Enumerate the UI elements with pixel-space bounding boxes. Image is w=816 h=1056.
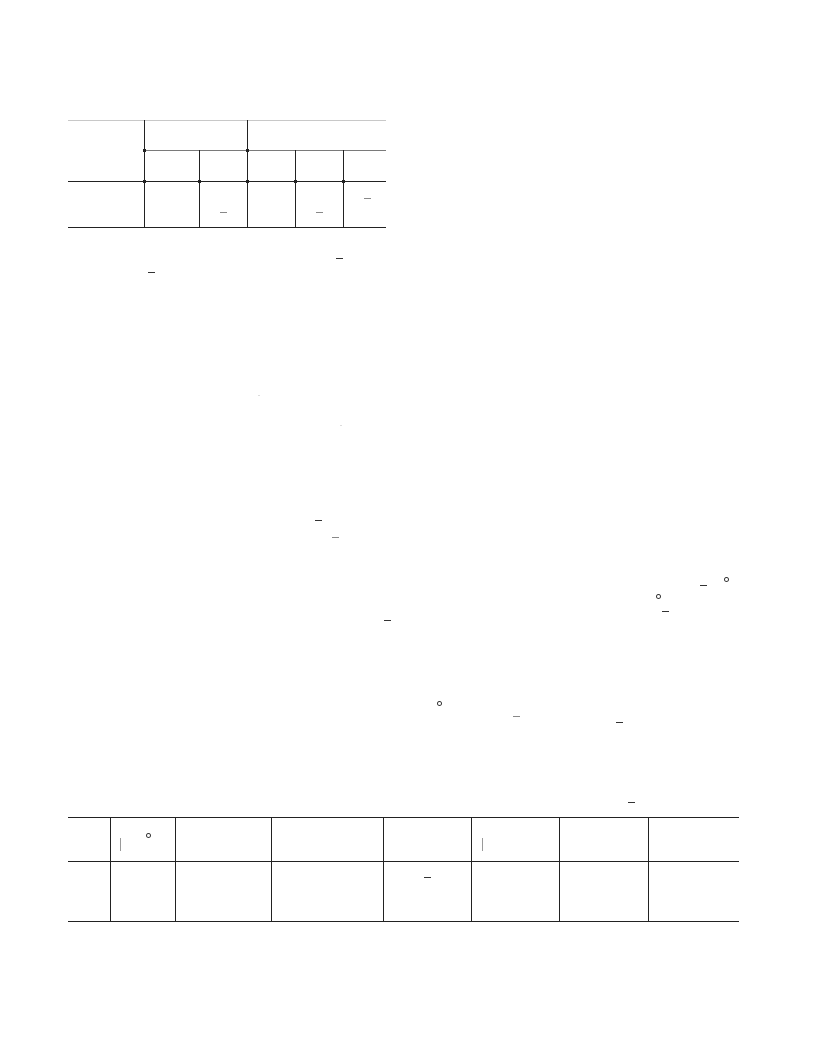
header-mark: [120, 838, 121, 851]
text-mark: [315, 520, 322, 521]
degree-mark: [724, 577, 729, 582]
text-mark: [336, 258, 343, 259]
text-mark: [340, 425, 342, 426]
table-top-col-divider: [199, 150, 200, 227]
table-bottom-rule-top: [68, 817, 739, 818]
table-bottom-col-divider: [175, 817, 176, 921]
table-top-col-divider: [343, 150, 344, 227]
text-mark: [616, 722, 623, 723]
table-top-col-divider: [295, 150, 296, 227]
table-top-rule-top: [68, 120, 386, 121]
text-mark: [258, 395, 260, 396]
text-mark: [148, 272, 155, 273]
table-top-junction: [294, 180, 297, 183]
table-bottom-col-divider: [471, 817, 472, 921]
cell-mark: [424, 877, 431, 878]
degree-mark: [437, 701, 442, 706]
table-top-junction: [342, 180, 345, 183]
header-mark: [482, 838, 483, 851]
table-top-rule-subheader: [144, 150, 386, 151]
text-mark: [628, 802, 635, 803]
text-mark: [332, 537, 339, 538]
cell-mark: [364, 198, 371, 199]
table-bottom-col-divider: [383, 817, 384, 921]
text-mark: [513, 716, 520, 717]
table-top-junction: [246, 180, 249, 183]
table-top-junction: [198, 180, 201, 183]
table-top-rule-header-bottom: [68, 181, 386, 182]
degree-mark: [146, 833, 151, 838]
table-top-junction: [143, 149, 146, 152]
table-top-junction: [143, 180, 146, 183]
table-bottom-col-divider: [559, 817, 560, 921]
cell-mark: [220, 212, 227, 213]
text-mark: [700, 585, 707, 586]
text-mark: [384, 620, 391, 621]
table-bottom-col-divider: [110, 817, 111, 921]
table-bottom-rule-header-bottom: [68, 861, 739, 862]
table-top-rule-bottom: [68, 227, 386, 228]
table-bottom-rule-bottom: [68, 921, 739, 922]
degree-mark: [656, 594, 661, 599]
text-mark: [662, 611, 669, 612]
table-top-junction: [246, 149, 249, 152]
table-bottom-col-divider: [271, 817, 272, 921]
table-top-col-divider: [144, 120, 145, 227]
cell-mark: [316, 212, 323, 213]
table-bottom-col-divider: [648, 817, 649, 921]
table-top-col-divider: [247, 120, 248, 227]
